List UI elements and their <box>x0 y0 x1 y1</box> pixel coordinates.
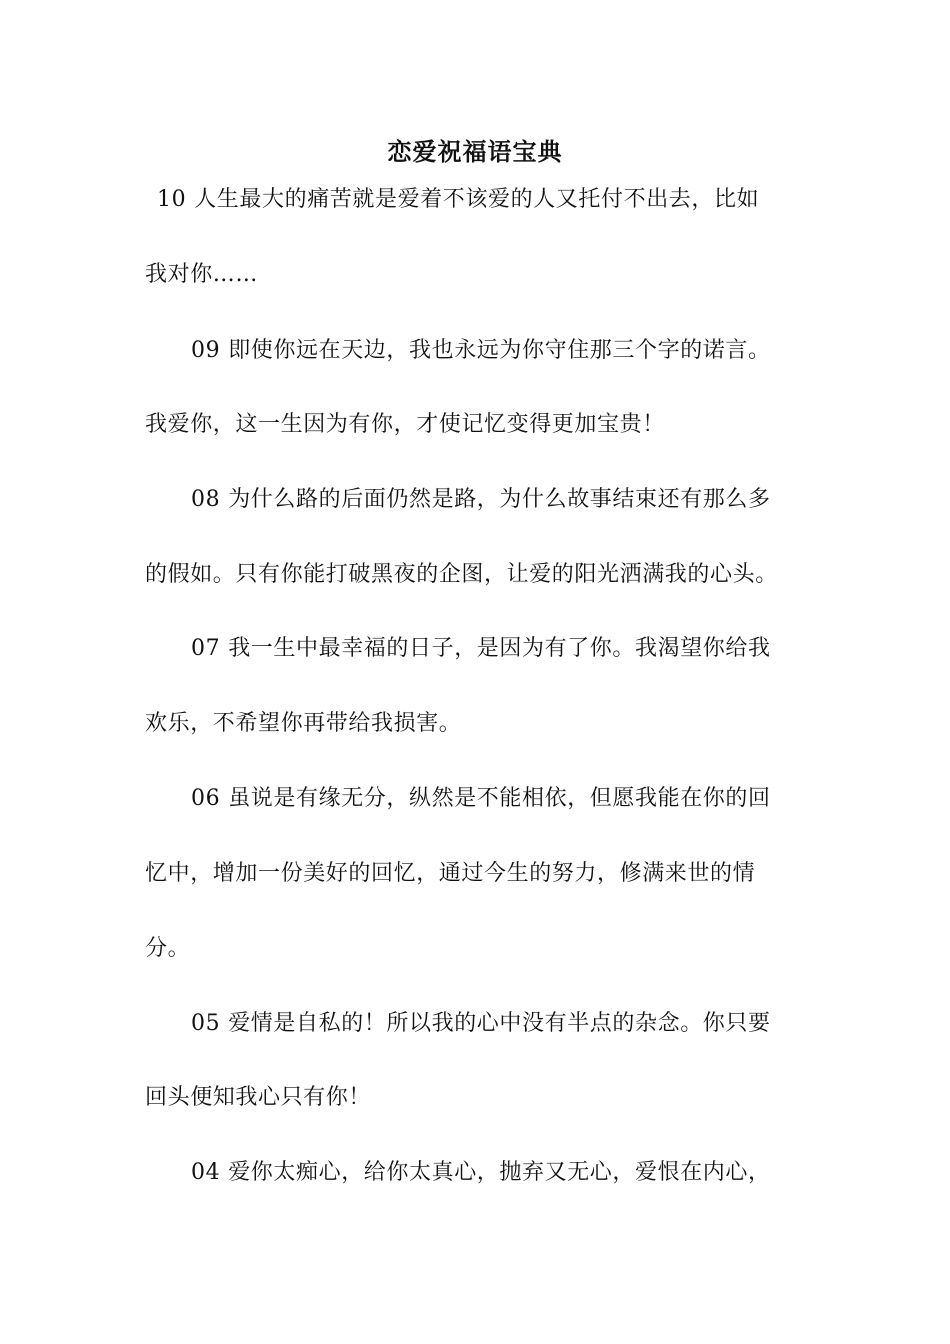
line-text: 我对你…… <box>145 262 259 287</box>
entry-number: 06 <box>191 786 221 811</box>
line-text: 为什么路的后面仍然是路，为什么故事结束还有那么多 <box>228 487 771 512</box>
line-text: 爱情是自私的！所以我的心中没有半点的杂念。你只要 <box>228 1011 771 1036</box>
paragraph-line <box>191 1155 856 1191</box>
paragraph-line <box>145 1080 810 1116</box>
line-text: 欢乐，不希望你再带给我损害。 <box>145 711 462 736</box>
line-text: 分。 <box>145 936 191 961</box>
entry-number: 10 <box>157 187 187 212</box>
paragraph-line <box>145 706 810 742</box>
entry-number: 09 <box>191 338 221 363</box>
line-text: 忆中，增加一份美好的回忆，通过今生的努力，修满来世的情 <box>145 861 756 886</box>
line-text: 人生最大的痛苦就是爱着不该爱的人又托付不出去，比如 <box>194 187 760 212</box>
line-text: 即使你远在天边，我也永远为你守住那三个字的诺言。 <box>228 338 771 363</box>
paragraph-line <box>191 482 856 518</box>
paragraph-line <box>191 631 856 667</box>
paragraph-line <box>191 1006 856 1042</box>
paragraph-line <box>145 557 810 593</box>
paragraph-line <box>145 856 810 892</box>
paragraph-line <box>191 333 856 369</box>
line-text: 的假如。只有你能打破黑夜的企图，让爱的阳光洒满我的心头。 <box>145 562 778 587</box>
entry-number: 08 <box>191 487 221 512</box>
entry-number: 04 <box>191 1160 221 1185</box>
line-text: 我爱你，这一生因为有你，才使记忆变得更加宝贵！ <box>145 412 665 437</box>
line-text: 回头便知我心只有你！ <box>145 1085 372 1110</box>
line-text: 我一生中最幸福的日子，是因为有了你。我渴望你给我 <box>228 636 771 661</box>
page-title: 恋爱祝福语宝典 <box>387 137 563 166</box>
line-text: 虽说是有缘无分，纵然是不能相依，但愿我能在你的回 <box>228 786 771 811</box>
paragraph-line <box>157 182 822 218</box>
paragraph-line <box>145 257 810 293</box>
paragraph-line <box>191 781 856 817</box>
entry-number: 05 <box>191 1011 221 1036</box>
entry-number: 07 <box>191 636 221 661</box>
paragraph-line <box>145 931 810 967</box>
paragraph-line <box>145 407 810 443</box>
line-text: 爱你太痴心，给你太真心，抛弃又无心，爱恨在内心， <box>228 1160 771 1185</box>
